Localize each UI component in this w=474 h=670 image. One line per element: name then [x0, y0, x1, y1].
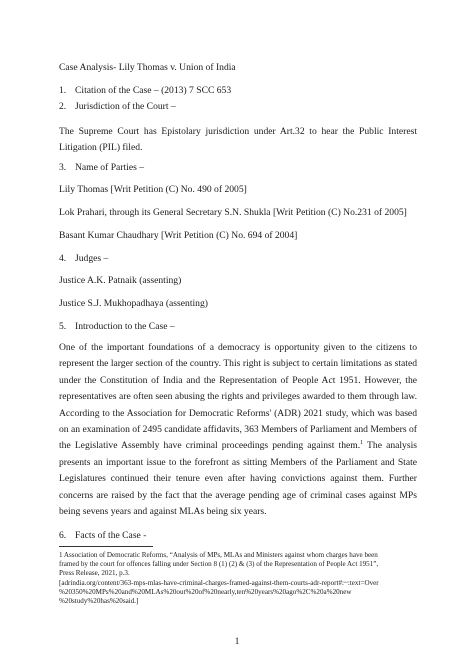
paragraph-line: representatives are often seen abusing the rights and privileges awarded to them through law.	[59, 391, 417, 403]
paragraph-line: represent the larger section of the country. This right is subject to certain limitations as stated	[59, 358, 417, 370]
paragraph-line: on an examination of 2495 candidate affidavits, 363 Members of Parliament and Members of	[59, 423, 417, 435]
section-number: 5.	[59, 321, 67, 332]
section-text: Judges –	[75, 253, 109, 264]
section-number: 2.	[59, 101, 67, 112]
paragraph-text: The analysis	[363, 440, 417, 452]
section-heading-jurisdiction	[59, 101, 176, 113]
document-title: Case Analysis- Lily Thomas v. Union of India	[59, 62, 236, 73]
section-number: 6.	[59, 530, 67, 541]
judge-entry: Justice S.J. Mukhopadhaya (assenting)	[59, 298, 208, 309]
section-text: Jurisdiction of the Court –	[75, 101, 176, 112]
party-entry: Basant Kumar Chaudhary [Writ Petition (C) No. 694 of 2004]	[59, 230, 298, 241]
jurisdiction-paragraph	[59, 124, 417, 157]
section-text: Name of Parties –	[75, 162, 145, 173]
judge-entry: Justice A.K. Patnaik (assenting)	[59, 275, 182, 286]
section-heading-citation	[59, 85, 231, 97]
section-heading-parties	[59, 162, 144, 174]
paragraph-line: The Supreme Court has Epistolary jurisdiction under Art.32 to hear the Public Interest	[59, 126, 417, 137]
footnote-reference[interactable]: 1	[360, 440, 364, 447]
section-heading-judges	[59, 253, 108, 265]
paragraph-line: Litigation (PIL) filed.	[59, 142, 143, 154]
paragraph-line: One of the important foundations of a democracy is opportunity given to the citizens to	[59, 342, 417, 353]
footnote-line: Press Release, 2021, p.3.	[59, 569, 130, 578]
footnote-divider	[59, 546, 153, 547]
footnote	[59, 551, 421, 606]
paragraph-line: being sevens years and against MLAs being six years.	[59, 505, 267, 517]
paragraph-line: concerns are raised by the fact that the average pending age of criminal cases against MPs	[59, 489, 417, 501]
paragraph-line: Legislatures continued their tenure even after having convictions against them. Further	[59, 473, 417, 485]
paragraph-line: under the Constitution of India and the Representation of People Act 1951. However, the	[59, 374, 417, 386]
section-number: 1.	[59, 85, 67, 96]
paragraph-line-with-footnote	[59, 438, 417, 454]
paragraph-line: presents an important issue to the forefront as sitting Members of the Parliament and State	[59, 456, 417, 468]
section-text: Facts of the Case -	[75, 530, 147, 541]
party-entry: Lily Thomas [Writ Petition (C) No. 490 of 2005]	[59, 184, 247, 195]
introduction-paragraph	[59, 340, 417, 520]
footnote-line: framed by the court for offences falling under Section 8 (1) (2) & (3) of the Representation of People Act 1951”,	[59, 560, 379, 569]
paragraph-line: According to the Association for Democratic Reforms' (ADR) 2021 study, which was based	[59, 407, 417, 419]
section-text: Citation of the Case – (2013) 7 SCC 653	[75, 85, 232, 96]
footnote-link-line[interactable]: [adrindia.org/content/363-mps-mlas-have-criminal-charges-framed-against-them-courts-adr-report#:~:text=Over	[59, 578, 379, 587]
footnote-link-line[interactable]: %20study%20has%20said.]	[59, 596, 139, 605]
footnote-line: 1 Association of Democratic Reforms, “Analysis of MPs, MLAs and Ministers against whom charges have been	[59, 551, 378, 559]
section-heading-facts	[59, 530, 146, 542]
footnote-link-line[interactable]: %20350%20MPs%20and%20MLAs%20out%20of%20nearly,ten%20years%20ago%2C%20a%20new	[59, 587, 352, 596]
section-number: 3.	[59, 162, 67, 173]
section-heading-introduction	[59, 321, 175, 333]
paragraph-text: the Legislative Assembly have criminal proceedings pending against them.	[59, 440, 361, 452]
section-number: 4.	[59, 253, 67, 264]
page-number: 1	[234, 636, 240, 647]
party-entry: Lok Prahari, through its General Secretary S.N. Shukla [Writ Petition (C) No.231 of 2005]	[59, 207, 407, 218]
section-text: Introduction to the Case –	[75, 321, 175, 332]
